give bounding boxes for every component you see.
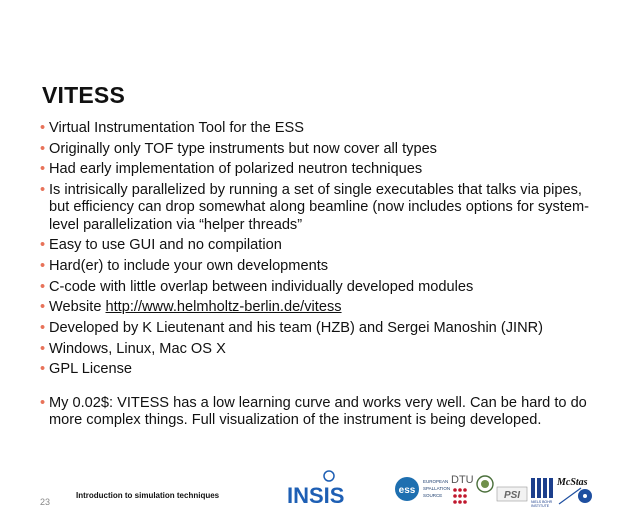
bullet-item-website bbox=[40, 299, 600, 316]
mcstas-logo bbox=[556, 477, 592, 504]
nbi-bar-icon bbox=[543, 478, 547, 498]
nbi-name-line: NIELS BOHR bbox=[531, 500, 553, 504]
bullet-item bbox=[40, 237, 600, 254]
nbi-bar-icon bbox=[549, 478, 553, 498]
bullet-text: Is intrisically parallelized by running a set of single executables that talks via pipes, but efficiency can drop somewhat along beamline (now includes options for system-level parallelization via “helper threads” bbox=[49, 182, 589, 233]
dtu-dot-icon bbox=[453, 500, 457, 504]
seal-center-icon bbox=[481, 480, 489, 488]
dtu-logo bbox=[451, 474, 474, 504]
nbi-bar-icon bbox=[531, 478, 535, 498]
insis-logo bbox=[287, 471, 344, 508]
bullet-item bbox=[40, 141, 600, 158]
partner-logos bbox=[285, 470, 615, 508]
bullet-text: Had early implementation of polarized neutron techniques bbox=[49, 161, 423, 178]
mcstas-logo-text: McStas bbox=[557, 477, 588, 488]
ess-name-line: SOURCE bbox=[423, 493, 443, 498]
bullet-text: C-code with little overlap between individually developed modules bbox=[49, 278, 474, 295]
mcstas-sphere-core-icon bbox=[583, 494, 587, 498]
dtu-dot-icon bbox=[458, 488, 462, 492]
bullet-text: GPL License bbox=[49, 361, 133, 378]
insis-logo-text: INSIS bbox=[287, 483, 345, 508]
bullet-text: Hard(er) to include your own developments bbox=[49, 257, 329, 274]
bullet-text: My 0.02$: VITESS has a low learning curve and works very well. Can be hard to do more complex things. Full visualization of the instrument is being developed. bbox=[49, 394, 587, 428]
ess-mark-text: ess bbox=[398, 485, 416, 496]
nbi-bar-icon bbox=[537, 478, 541, 498]
dtu-dot-icon bbox=[453, 488, 457, 492]
dtu-dot-icon bbox=[463, 494, 467, 498]
bullet-item bbox=[40, 320, 600, 337]
psi-logo-text: PSI bbox=[503, 490, 521, 501]
dtu-dot-icon bbox=[463, 500, 467, 504]
mcstas-beam-icon bbox=[559, 488, 581, 504]
page-number: 23 bbox=[40, 497, 51, 507]
bullet-text: Windows, Linux, Mac OS X bbox=[49, 340, 226, 357]
psi-logo bbox=[497, 487, 527, 501]
bullet-item bbox=[40, 182, 600, 234]
bullet-item bbox=[40, 161, 600, 178]
insis-orbit-icon bbox=[324, 471, 334, 481]
bullet-list bbox=[40, 120, 600, 433]
bullet-text: Easy to use GUI and no compilation bbox=[49, 237, 282, 254]
bullet-item bbox=[40, 341, 600, 358]
bullet-text: Developed by K Lieutenant and his team (HZB) and Sergei Manoshin (JINR) bbox=[49, 320, 544, 337]
ess-name-line: EUROPEAN bbox=[423, 479, 449, 484]
bullet-text: Originally only TOF type instruments but now cover all types bbox=[49, 140, 437, 157]
dtu-logo-text: DTU bbox=[451, 474, 474, 486]
dtu-dot-icon bbox=[463, 488, 467, 492]
footer-title: Introduction to simulation techniques bbox=[76, 491, 220, 500]
dtu-dot-icon bbox=[458, 500, 462, 504]
university-seal-logo bbox=[477, 476, 493, 492]
slide-title: VITESS bbox=[42, 82, 126, 108]
ess-logo bbox=[395, 477, 450, 501]
dtu-dot-icon bbox=[458, 494, 462, 498]
bullet-item bbox=[40, 120, 600, 137]
bullet-text: Virtual Instrumentation Tool for the ESS bbox=[49, 120, 304, 136]
ess-name-line: SPALLATION bbox=[423, 486, 451, 491]
vitess-website-link[interactable]: http://www.helmholtz-berlin.de/vitess bbox=[105, 299, 342, 316]
bullet-item bbox=[40, 258, 600, 275]
nbi-logo bbox=[531, 478, 553, 508]
bullet-item bbox=[40, 279, 600, 296]
bullet-item bbox=[40, 361, 600, 378]
bullet-text: Website bbox=[49, 299, 106, 316]
bullet-item bbox=[40, 395, 600, 429]
dtu-dot-icon bbox=[453, 494, 457, 498]
nbi-name-line: INSTITUTE bbox=[531, 504, 550, 508]
